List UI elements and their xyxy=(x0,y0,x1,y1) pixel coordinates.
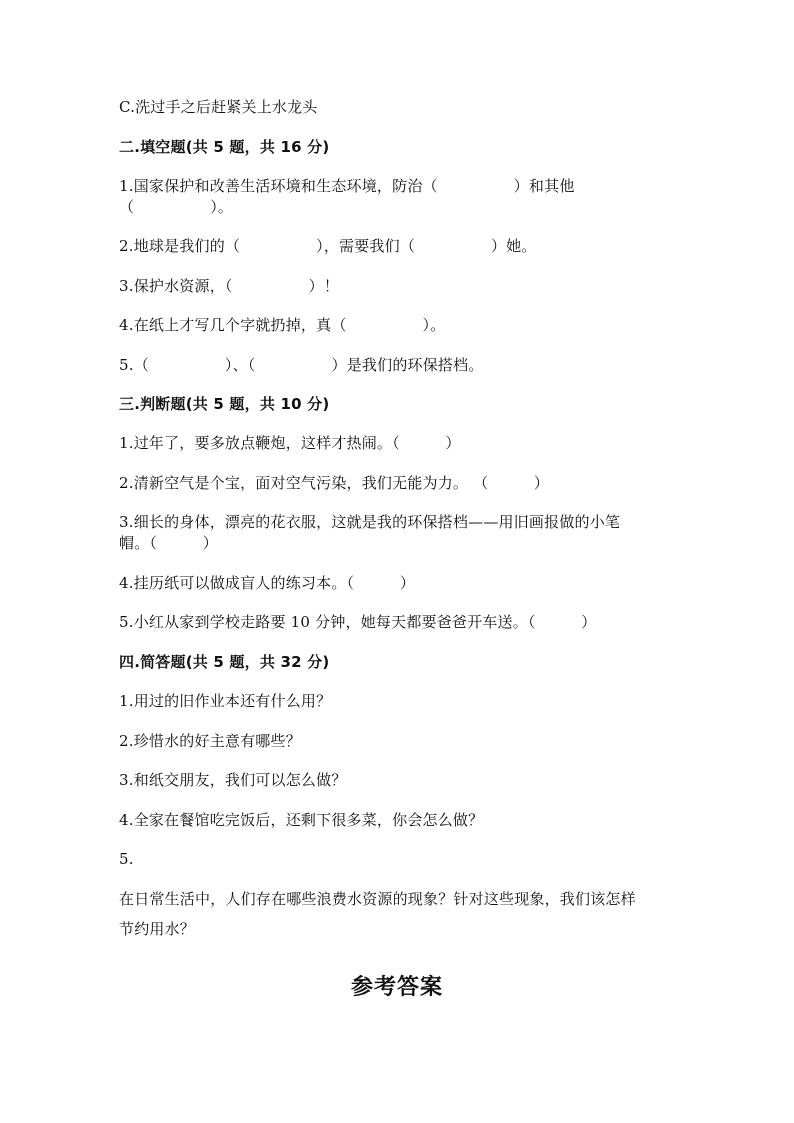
judge-question-3-line-2: 帽。（ ） xyxy=(119,534,218,552)
judge-question-3-line-1: 3.细长的身体，漂亮的花衣服，这就是我的环保搭档——用旧画报做的小笔 xyxy=(119,513,621,531)
fill-question-4: 4.在纸上才写几个字就扔掉，真（ ）。 xyxy=(119,316,446,334)
short-question-5-number: 5. xyxy=(119,850,134,868)
section-2-heading: 二.填空题(共 5 题，共 16 分) xyxy=(119,138,330,156)
answer-key-title: 参考答案 xyxy=(350,974,443,1000)
judge-question-1: 1.过年了，要多放点鞭炮，这样才热闹。（ ） xyxy=(119,434,461,452)
fill-question-3: 3.保护水资源，（ ）！ xyxy=(119,277,340,295)
option-c: C.洗过手之后赶紧关上水龙头 xyxy=(119,98,318,116)
short-question-2: 2.珍惜水的好主意有哪些？ xyxy=(119,732,301,750)
section-3-heading: 三.判断题(共 5 题，共 10 分) xyxy=(119,395,330,413)
fill-question-5: 5.（ ）、（ ）是我们的环保搭档。 xyxy=(119,356,484,374)
judge-question-5: 5.小红从家到学校走路要 10 分钟，她每天都要爸爸开车送。（ ） xyxy=(119,613,597,631)
section-4-heading: 四.简答题(共 5 题，共 32 分) xyxy=(119,653,330,671)
fill-question-2: 2.地球是我们的（ ），需要我们（ ）她。 xyxy=(119,237,537,255)
short-question-1: 1.用过的旧作业本还有什么用？ xyxy=(119,692,332,710)
short-question-5-line-1: 在日常生活中，人们存在哪些浪费水资源的现象？针对这些现象，我们该怎样 xyxy=(119,890,636,908)
short-question-5-line-2: 节约用水？ xyxy=(119,920,196,938)
short-question-3: 3.和纸交朋友，我们可以怎么做？ xyxy=(119,771,347,789)
short-question-4: 4.全家在餐馆吃完饭后，还剩下很多菜，你会怎么做？ xyxy=(119,811,484,829)
fill-question-1-line-2: （ ）。 xyxy=(119,198,234,216)
judge-question-2: 2.清新空气是个宝，面对空气污染，我们无能为力。 （ ） xyxy=(119,474,550,492)
judge-question-4: 4.挂历纸可以做成盲人的练习本。（ ） xyxy=(119,574,416,592)
fill-question-1-line-1: 1.国家保护和改善生活环境和生态环境，防治（ ）和其他 xyxy=(119,177,575,195)
